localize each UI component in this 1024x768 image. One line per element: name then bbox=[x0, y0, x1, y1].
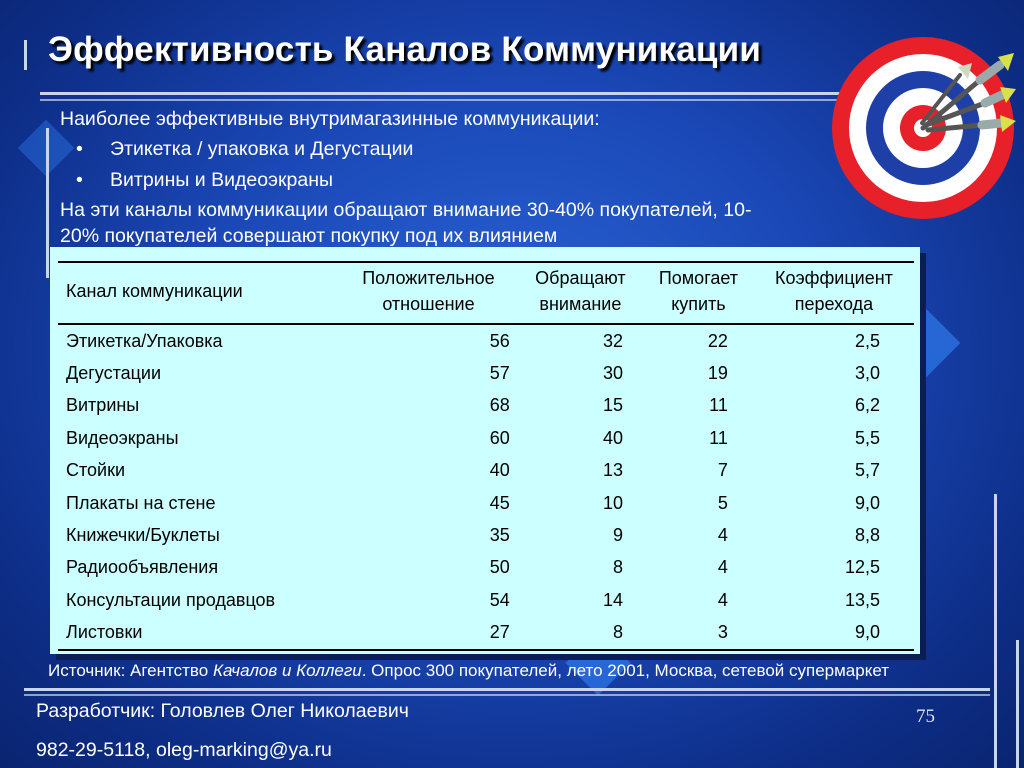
intro-paragraph-line: 20% покупателей совершают покупку под их влиянием bbox=[60, 225, 558, 247]
page-title: Эффективность Каналов Коммуникации bbox=[48, 30, 762, 69]
cell-helps: 11 bbox=[709, 427, 728, 448]
cell-conversion: 9,0 bbox=[854, 492, 880, 513]
column-header-helps bbox=[643, 262, 754, 324]
cell-channel-name: Консультации продавцов bbox=[66, 589, 276, 610]
cell-attention: 32 bbox=[603, 330, 624, 351]
cell-positive: 45 bbox=[489, 492, 510, 513]
cell-channel-name: Листовки bbox=[66, 622, 143, 643]
header-line: отношение bbox=[382, 294, 475, 314]
bullet-item: Витрины и Видеоэкраны bbox=[110, 169, 334, 191]
header-line: внимание bbox=[539, 294, 622, 314]
bullet-dot-icon: • bbox=[76, 138, 83, 160]
decor-line bbox=[1016, 640, 1019, 768]
table-row bbox=[58, 487, 914, 519]
table-row bbox=[58, 584, 914, 616]
header-line: купить bbox=[671, 294, 726, 314]
cell-channel-name: Плакаты на стене bbox=[66, 492, 216, 513]
cell-helps: 5 bbox=[717, 492, 728, 513]
header-line: Помогает bbox=[658, 268, 739, 288]
decor-line bbox=[24, 40, 27, 70]
source-agency: Качалов и Коллеги bbox=[212, 661, 362, 680]
cell-positive: 54 bbox=[489, 589, 510, 610]
dartboard-target-icon bbox=[830, 35, 1016, 221]
bullet-dot-icon: • bbox=[76, 169, 83, 191]
table-row bbox=[58, 552, 914, 584]
cell-helps: 19 bbox=[707, 363, 728, 384]
cell-channel-name: Видеоэкраны bbox=[66, 427, 179, 448]
header-line: перехода bbox=[794, 294, 874, 314]
cell-channel-name: Дегустации bbox=[66, 363, 162, 384]
table-body bbox=[58, 324, 914, 650]
cell-conversion: 13,5 bbox=[844, 589, 880, 610]
cell-conversion: 2,5 bbox=[854, 330, 880, 351]
table-row bbox=[58, 455, 914, 487]
cell-helps: 22 bbox=[707, 330, 728, 351]
cell-positive: 68 bbox=[489, 395, 510, 416]
column-header-channel: Канал коммуникации bbox=[66, 281, 243, 301]
table-row bbox=[58, 422, 914, 454]
cell-helps: 4 bbox=[717, 557, 728, 578]
column-header-attention bbox=[518, 262, 643, 324]
cell-attention: 8 bbox=[613, 622, 624, 643]
cell-conversion: 12,5 bbox=[844, 557, 880, 578]
decor-line bbox=[46, 128, 49, 278]
developer-credit: Разработчик: Головлев Олег Николаевич bbox=[36, 700, 409, 722]
table-row bbox=[58, 324, 914, 357]
column-header-conversion bbox=[754, 262, 914, 324]
cell-positive: 27 bbox=[489, 622, 510, 643]
cell-attention: 30 bbox=[603, 363, 624, 384]
cell-positive: 50 bbox=[489, 557, 510, 578]
cell-helps: 7 bbox=[717, 460, 728, 481]
cell-attention: 9 bbox=[613, 525, 624, 546]
cell-positive: 35 bbox=[489, 525, 510, 546]
cell-channel-name: Радиообъявления bbox=[66, 557, 219, 578]
cell-helps: 3 bbox=[717, 622, 728, 643]
cell-conversion: 8,8 bbox=[854, 525, 880, 546]
header-line: Положительное bbox=[362, 268, 495, 288]
decor-line bbox=[994, 494, 997, 768]
table-row bbox=[58, 390, 914, 422]
cell-channel-name: Книжечки/Буклеты bbox=[66, 525, 220, 546]
cell-attention: 14 bbox=[603, 589, 624, 610]
cell-helps: 4 bbox=[717, 525, 728, 546]
source-note bbox=[48, 657, 928, 695]
cell-conversion: 6,2 bbox=[854, 395, 880, 416]
cell-conversion: 3,0 bbox=[854, 363, 880, 384]
decor-line bbox=[40, 99, 845, 101]
cell-attention: 8 bbox=[613, 557, 624, 578]
cell-helps: 11 bbox=[709, 395, 728, 416]
cell-conversion: 5,5 bbox=[854, 427, 880, 448]
cell-positive: 57 bbox=[489, 363, 510, 384]
source-prefix: Источник: Агентство bbox=[48, 661, 213, 680]
cell-helps: 4 bbox=[717, 589, 728, 610]
channels-table bbox=[58, 261, 914, 651]
contact-info: 982-29-5118, oleg-marking@ya.ru bbox=[36, 739, 332, 761]
decor-line bbox=[40, 92, 845, 95]
cell-conversion: 5,7 bbox=[854, 460, 880, 481]
cell-positive: 60 bbox=[489, 427, 510, 448]
source-rest: . Опрос 300 покупателей, лето 2001, Москва, сетевой супермаркет bbox=[361, 661, 890, 680]
cell-attention: 40 bbox=[603, 427, 624, 448]
cell-positive: 40 bbox=[489, 460, 510, 481]
cell-channel-name: Этикетка/Упаковка bbox=[66, 330, 223, 351]
cell-conversion: 9,0 bbox=[854, 622, 880, 643]
column-header-positive bbox=[339, 262, 518, 324]
bullet-item: Этикетка / упаковка и Дегустации bbox=[110, 138, 414, 160]
table-row bbox=[58, 617, 914, 650]
cell-attention: 15 bbox=[603, 395, 624, 416]
header-line: Обращают bbox=[535, 268, 626, 288]
header-line: Коэффициент bbox=[774, 268, 893, 288]
table-header-row bbox=[58, 262, 914, 324]
cell-attention: 13 bbox=[603, 460, 624, 481]
page-number: 75 bbox=[916, 706, 935, 727]
table-row bbox=[58, 357, 914, 389]
cell-channel-name: Стойки bbox=[66, 460, 126, 481]
cell-channel-name: Витрины bbox=[66, 395, 140, 416]
table-panel bbox=[50, 247, 920, 654]
table-row bbox=[58, 519, 914, 551]
cell-attention: 10 bbox=[603, 492, 624, 513]
intro-paragraph-line: На эти каналы коммуникации обращают внимание 30-40% покупателей, 10- bbox=[60, 199, 752, 221]
cell-positive: 56 bbox=[489, 330, 510, 351]
intro-heading: Наиболее эффективные внутримагазинные коммуникации: bbox=[60, 108, 600, 130]
